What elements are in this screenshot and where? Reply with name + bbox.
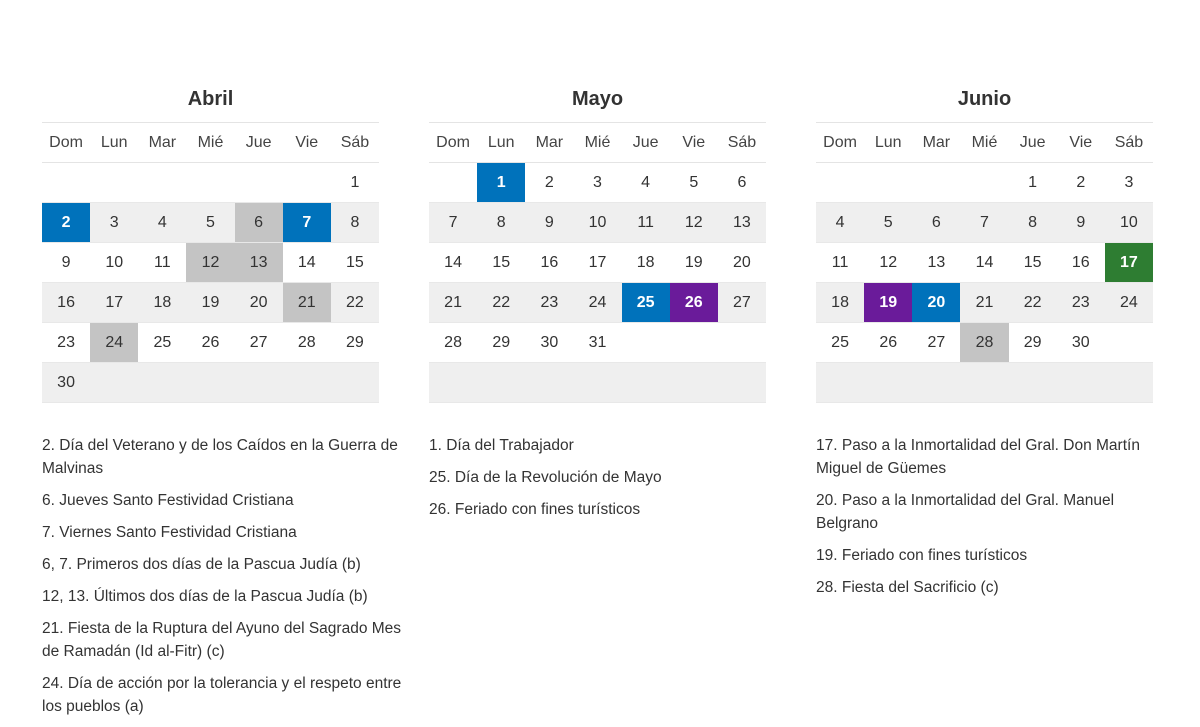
- week-row: [42, 323, 379, 363]
- day-cell: 15: [1009, 243, 1057, 283]
- empty-cell: [960, 363, 1008, 403]
- week-row: [429, 363, 766, 403]
- day-cell: 15: [331, 243, 379, 283]
- week-row: [42, 243, 379, 283]
- weekday-header: Sáb: [718, 123, 766, 163]
- day-cell: 4: [622, 163, 670, 203]
- holiday-note: 21. Fiesta de la Ruptura del Ayuno del Sagrado Mes de Ramadán (Id al-Fitr) (c): [42, 620, 402, 660]
- empty-cell: [573, 363, 621, 403]
- empty-cell: [816, 163, 864, 203]
- day-cell: 8: [1009, 203, 1057, 243]
- non-working-day-cell: 28: [960, 323, 1008, 363]
- month-title: Abril: [187, 88, 234, 110]
- holiday-note: 20. Paso a la Inmortalidad del Gral. Manuel Belgrano: [816, 492, 1115, 532]
- day-cell: 26: [186, 323, 234, 363]
- empty-cell: [912, 163, 960, 203]
- empty-cell: [429, 363, 477, 403]
- week-row: [429, 283, 766, 323]
- day-cell: 7: [429, 203, 477, 243]
- day-cell: 10: [90, 243, 138, 283]
- empty-cell: [138, 363, 186, 403]
- holiday-day-cell: 1: [477, 163, 525, 203]
- holiday-note: 17. Paso a la Inmortalidad del Gral. Don Martín Miguel de Güemes: [816, 437, 1140, 477]
- week-row: [816, 243, 1153, 283]
- day-cell: 25: [816, 323, 864, 363]
- day-cell: 23: [1057, 283, 1105, 323]
- non-working-day-cell: 21: [283, 283, 331, 323]
- day-cell: 20: [235, 283, 283, 323]
- day-cell: 31: [573, 323, 621, 363]
- holiday-day-cell: 25: [622, 283, 670, 323]
- day-cell: 5: [864, 203, 912, 243]
- day-cell: 26: [864, 323, 912, 363]
- day-cell: 30: [525, 323, 573, 363]
- empty-cell: [138, 163, 186, 203]
- day-cell: 29: [477, 323, 525, 363]
- empty-cell: [1057, 363, 1105, 403]
- empty-cell: [42, 163, 90, 203]
- day-cell: 15: [477, 243, 525, 283]
- empty-cell: [864, 363, 912, 403]
- day-cell: 2: [525, 163, 573, 203]
- week-row: [429, 203, 766, 243]
- day-cell: 3: [573, 163, 621, 203]
- day-cell: 19: [670, 243, 718, 283]
- weekday-header: Lun: [864, 123, 912, 163]
- holiday-day-cell: 19: [864, 283, 912, 323]
- holiday-note: 7. Viernes Santo Festividad Cristiana: [42, 524, 297, 541]
- day-cell: 9: [1057, 203, 1105, 243]
- holiday-notes-junio: [816, 434, 1176, 608]
- day-cell: 24: [1105, 283, 1153, 323]
- day-cell: 3: [90, 203, 138, 243]
- day-cell: 18: [622, 243, 670, 283]
- empty-cell: [477, 363, 525, 403]
- non-working-day-cell: 12: [186, 243, 234, 283]
- month-title: Junio: [957, 88, 1012, 110]
- day-cell: 12: [864, 243, 912, 283]
- empty-cell: [235, 363, 283, 403]
- day-cell: 18: [138, 283, 186, 323]
- weekday-header: Sáb: [1105, 123, 1153, 163]
- day-cell: 24: [573, 283, 621, 323]
- day-cell: 29: [331, 323, 379, 363]
- week-row: [42, 283, 379, 323]
- weekday-header: Lun: [477, 123, 525, 163]
- day-cell: 22: [331, 283, 379, 323]
- empty-cell: [1105, 363, 1153, 403]
- non-working-day-cell: 13: [235, 243, 283, 283]
- holiday-note: 24. Día de acción por la tolerancia y el respeto entre los pueblos (a): [42, 675, 402, 715]
- month-grid: [429, 122, 766, 403]
- month-title: Mayo: [571, 88, 624, 110]
- day-cell: 28: [429, 323, 477, 363]
- day-cell: 10: [1105, 203, 1153, 243]
- day-cell: 28: [283, 323, 331, 363]
- day-cell: 22: [477, 283, 525, 323]
- empty-cell: [622, 363, 670, 403]
- empty-cell: [186, 363, 234, 403]
- holiday-note: 12, 13. Últimos dos días de la Pascua Judía (b): [42, 588, 368, 605]
- week-row: [816, 203, 1153, 243]
- empty-cell: [670, 363, 718, 403]
- day-cell: 17: [573, 243, 621, 283]
- day-cell: 22: [1009, 283, 1057, 323]
- day-cell: 27: [235, 323, 283, 363]
- day-cell: 21: [960, 283, 1008, 323]
- holiday-note: 6, 7. Primeros dos días de la Pascua Judía (b): [42, 556, 361, 573]
- empty-cell: [235, 163, 283, 203]
- empty-cell: [1105, 323, 1153, 363]
- month-grid: [816, 122, 1153, 403]
- empty-cell: [90, 163, 138, 203]
- empty-cell: [718, 363, 766, 403]
- day-cell: 13: [718, 203, 766, 243]
- day-cell: 14: [429, 243, 477, 283]
- day-cell: 16: [1057, 243, 1105, 283]
- weekday-header: Vie: [1057, 123, 1105, 163]
- empty-cell: [283, 163, 331, 203]
- empty-cell: [186, 163, 234, 203]
- holiday-notes-abril: [42, 434, 402, 727]
- day-cell: 10: [573, 203, 621, 243]
- day-cell: 11: [622, 203, 670, 243]
- weekday-header: Sáb: [331, 123, 379, 163]
- calendar-month-mayo: [429, 84, 766, 403]
- day-cell: 27: [718, 283, 766, 323]
- day-cell: 1: [331, 163, 379, 203]
- empty-cell: [90, 363, 138, 403]
- holiday-day-cell: 26: [670, 283, 718, 323]
- empty-cell: [283, 363, 331, 403]
- empty-cell: [670, 323, 718, 363]
- empty-cell: [960, 163, 1008, 203]
- empty-cell: [718, 323, 766, 363]
- month-grid: [42, 122, 379, 403]
- weekday-header: Mar: [138, 123, 186, 163]
- empty-cell: [864, 163, 912, 203]
- week-row: [42, 203, 379, 243]
- day-cell: 9: [42, 243, 90, 283]
- day-cell: 5: [670, 163, 718, 203]
- day-cell: 20: [718, 243, 766, 283]
- calendar-month-abril: [42, 84, 379, 403]
- day-cell: 19: [186, 283, 234, 323]
- holiday-note: 2. Día del Veterano y de los Caídos en la Guerra de Malvinas: [42, 437, 398, 477]
- day-cell: 4: [816, 203, 864, 243]
- holiday-day-cell: 2: [42, 203, 90, 243]
- day-cell: 23: [525, 283, 573, 323]
- weekday-header: Dom: [816, 123, 864, 163]
- holiday-day-cell: 17: [1105, 243, 1153, 283]
- day-cell: 1: [1009, 163, 1057, 203]
- holiday-note: 28. Fiesta del Sacrificio (c): [816, 579, 999, 596]
- holiday-note: 25. Día de la Revolución de Mayo: [429, 469, 662, 486]
- day-cell: 9: [525, 203, 573, 243]
- day-cell: 30: [1057, 323, 1105, 363]
- holiday-day-cell: 7: [283, 203, 331, 243]
- day-cell: 16: [42, 283, 90, 323]
- week-row: [816, 363, 1153, 403]
- day-cell: 3: [1105, 163, 1153, 203]
- holiday-note: 1. Día del Trabajador: [429, 437, 574, 454]
- day-cell: 12: [670, 203, 718, 243]
- holiday-notes-mayo: [429, 434, 789, 530]
- weekday-header: Dom: [429, 123, 477, 163]
- empty-cell: [1009, 363, 1057, 403]
- weekday-header: Jue: [622, 123, 670, 163]
- week-row: [429, 163, 766, 203]
- weekday-header: Vie: [670, 123, 718, 163]
- week-row: [816, 283, 1153, 323]
- weekday-header: Vie: [283, 123, 331, 163]
- day-cell: 30: [42, 363, 90, 403]
- day-cell: 14: [960, 243, 1008, 283]
- week-row: [429, 323, 766, 363]
- empty-cell: [331, 363, 379, 403]
- holiday-note: 6. Jueves Santo Festividad Cristiana: [42, 492, 294, 509]
- week-row: [429, 243, 766, 283]
- holiday-note: 26. Feriado con fines turísticos: [429, 501, 641, 518]
- calendar-month-junio: [816, 84, 1153, 403]
- weekday-header: Jue: [1009, 123, 1057, 163]
- week-row: [816, 163, 1153, 203]
- day-cell: 18: [816, 283, 864, 323]
- day-cell: 16: [525, 243, 573, 283]
- non-working-day-cell: 6: [235, 203, 283, 243]
- weekday-header: Jue: [235, 123, 283, 163]
- weekday-header: Mar: [525, 123, 573, 163]
- day-cell: 23: [42, 323, 90, 363]
- weekday-header: Mar: [912, 123, 960, 163]
- empty-cell: [622, 323, 670, 363]
- weekday-header: Lun: [90, 123, 138, 163]
- day-cell: 25: [138, 323, 186, 363]
- day-cell: 17: [90, 283, 138, 323]
- empty-cell: [912, 363, 960, 403]
- non-working-day-cell: 24: [90, 323, 138, 363]
- weekday-header: Mié: [573, 123, 621, 163]
- empty-cell: [429, 163, 477, 203]
- day-cell: 4: [138, 203, 186, 243]
- day-cell: 11: [138, 243, 186, 283]
- week-row: [816, 323, 1153, 363]
- week-row: [42, 163, 379, 203]
- day-cell: 29: [1009, 323, 1057, 363]
- day-cell: 6: [912, 203, 960, 243]
- weekday-header: Mié: [960, 123, 1008, 163]
- holiday-day-cell: 20: [912, 283, 960, 323]
- day-cell: 14: [283, 243, 331, 283]
- day-cell: 8: [477, 203, 525, 243]
- empty-cell: [816, 363, 864, 403]
- day-cell: 27: [912, 323, 960, 363]
- day-cell: 7: [960, 203, 1008, 243]
- day-cell: 8: [331, 203, 379, 243]
- empty-cell: [525, 363, 573, 403]
- day-cell: 11: [816, 243, 864, 283]
- weekday-header: Mié: [186, 123, 234, 163]
- day-cell: 13: [912, 243, 960, 283]
- week-row: [42, 363, 379, 403]
- day-cell: 21: [429, 283, 477, 323]
- day-cell: 2: [1057, 163, 1105, 203]
- day-cell: 5: [186, 203, 234, 243]
- day-cell: 6: [718, 163, 766, 203]
- holiday-note: 19. Feriado con fines turísticos: [816, 547, 1028, 564]
- weekday-header: Dom: [42, 123, 90, 163]
